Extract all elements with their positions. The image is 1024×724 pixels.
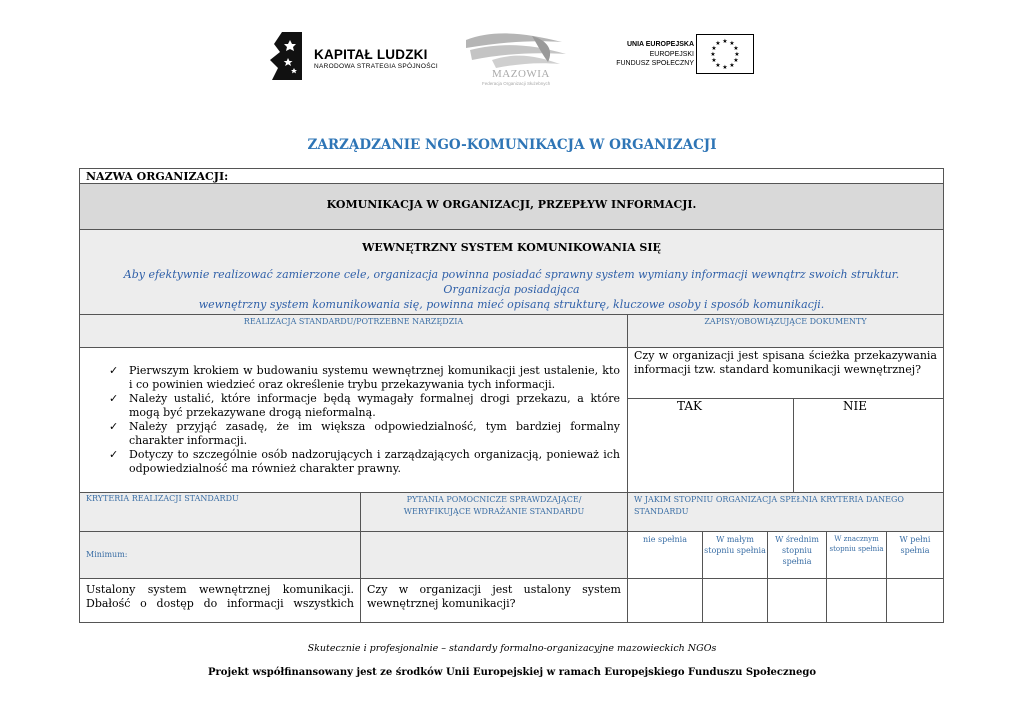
degree-header-cell bbox=[627, 492, 944, 532]
criterion-text: Ustalony system wewnętrznej komunikacji. Dbałość o dostęp do informacji wszystkich bbox=[86, 583, 354, 610]
bullet-list bbox=[80, 348, 627, 476]
level-cell bbox=[886, 531, 944, 579]
eu-logo bbox=[608, 34, 758, 76]
level-label: nie spełnia bbox=[642, 535, 688, 544]
doc-question: Czy w organizacji jest spisana ścieżka przekazywania informacji tzw. standard komunikacji wewnętrznej? bbox=[634, 349, 937, 376]
eu-text bbox=[608, 40, 694, 69]
bullet-text: Należy przyjąć zasadę, że im większa odpowiedzialność, tym bardziej formalny charakter informacji. bbox=[129, 420, 620, 447]
level-label: W znacznym stopniu spełnia bbox=[829, 535, 884, 553]
level-label: W małym stopniu spełnia bbox=[704, 535, 766, 555]
subsection-row bbox=[79, 229, 944, 315]
subsection-description-line-1: Aby efektywnie realizować zamierzone cele, organizacja powinna posiadać sprawny system wymiany informacji wewnątrz swoich struktur. Organizacja posiadająca bbox=[123, 268, 900, 296]
subsection-description bbox=[80, 267, 943, 312]
minimum-cell bbox=[79, 531, 361, 579]
docs-header: ZAPISY/OBOWIĄZUJĄCE DOKUMENTY bbox=[704, 317, 867, 326]
svg-text:★: ★ bbox=[729, 62, 735, 69]
eu-line-2: EUROPEJSKI bbox=[649, 50, 694, 58]
checkmark-icon: ✓ bbox=[109, 364, 119, 377]
standard-table bbox=[79, 168, 944, 623]
degree-header: W JAKIM STOPNIU ORGANIZACJA SPEŁNIA KRYTERIA DANEGO STANDARDU bbox=[634, 495, 904, 516]
no-label: NIE bbox=[843, 399, 867, 413]
criteria-header-cell bbox=[79, 492, 361, 532]
eu-line-1: UNIA EUROPEJSKA bbox=[626, 41, 694, 48]
criterion-cell bbox=[79, 578, 361, 623]
level-cell bbox=[826, 531, 887, 579]
yes-cell[interactable] bbox=[627, 398, 794, 493]
eu-line-3: FUNDUSZ SPOŁECZNY bbox=[616, 60, 694, 67]
question-cell bbox=[360, 578, 628, 623]
kapital-ludzki-title: KAPITAŁ LUDZKI bbox=[314, 47, 428, 62]
docs-header-cell bbox=[627, 314, 944, 348]
level-label: W pełni spełnia bbox=[899, 535, 931, 555]
no-cell[interactable] bbox=[793, 398, 944, 493]
questions-header-line-1: PYTANIA POMOCNICZE SPRAWDZAJĄCE/ bbox=[406, 495, 582, 504]
mazowia-logo bbox=[462, 30, 572, 86]
level-cell bbox=[767, 531, 827, 579]
bullet-item bbox=[107, 448, 620, 476]
eu-flag-icon bbox=[696, 34, 754, 74]
svg-text:★: ★ bbox=[733, 57, 739, 64]
checkmark-icon: ✓ bbox=[109, 448, 119, 461]
svg-text:★: ★ bbox=[715, 62, 721, 69]
svg-text:★: ★ bbox=[722, 64, 728, 71]
bullets-cell bbox=[79, 347, 628, 493]
questions-header-line-2: WERYFIKUJĄCE WDRAŻANIE STANDARDU bbox=[403, 507, 585, 516]
score-cell[interactable] bbox=[826, 578, 887, 623]
mazowia-emblem-icon bbox=[462, 30, 572, 70]
svg-text:★: ★ bbox=[715, 40, 721, 47]
bullet-text: Dotyczy to szczególnie osób nadzorujących i zarządzających organizacją, ponieważ ich odpowiedzialność ma również charakter prawny. bbox=[129, 448, 620, 475]
criteria-header: KRYTERIA REALIZACJI STANDARDU bbox=[86, 494, 239, 503]
bullet-item bbox=[107, 420, 620, 448]
minimum-label: Minimum: bbox=[86, 550, 128, 559]
svg-text:★: ★ bbox=[710, 51, 716, 58]
doc-question-cell bbox=[627, 347, 944, 399]
level-cell bbox=[702, 531, 768, 579]
checkmark-icon: ✓ bbox=[109, 420, 119, 433]
svg-text:★: ★ bbox=[733, 45, 739, 52]
org-name-label: NAZWA ORGANIZACJI: bbox=[86, 170, 229, 183]
bullet-text: Należy ustalić, które informacje będą wymagały formalnej drogi przekazu, a które mogą być przekazywane drogą nieformalną. bbox=[129, 392, 620, 419]
question-text: Czy w organizacji jest ustalony system wewnętrznej komunikacji? bbox=[367, 583, 621, 610]
footer-project: Projekt współfinansowany jest ze środków Unii Europejskiej w ramach Europejskiego Funduszu Społecznego bbox=[208, 667, 816, 678]
minimum-questions-cell bbox=[360, 531, 628, 579]
document-title: ZARZĄDZANIE NGO-KOMUNIKACJA W ORGANIZACJI bbox=[307, 137, 717, 153]
tools-header: REALIZACJA STANDARDU/POTRZEBNE NARZĘDZIA bbox=[243, 317, 464, 326]
score-cell[interactable] bbox=[886, 578, 944, 623]
score-cell[interactable] bbox=[702, 578, 768, 623]
svg-text:★: ★ bbox=[734, 51, 740, 58]
footer-tagline: Skutecznie i profesjonalnie – standardy formalno-organizacyjne mazowieckich NGOs bbox=[307, 643, 717, 654]
mazowia-subtitle: Federacja Organizacji Służebnych bbox=[482, 81, 551, 86]
questions-header bbox=[361, 493, 627, 518]
org-name-row bbox=[79, 168, 944, 184]
bullet-item bbox=[107, 364, 620, 392]
kapital-ludzki-emblem-icon bbox=[268, 30, 312, 82]
svg-text:★: ★ bbox=[729, 40, 735, 47]
logos-header bbox=[0, 28, 1024, 84]
bullet-text: Pierwszym krokiem w budowaniu systemu wewnętrznej komunikacji jest ustalenie, kto i co powinien wiedzieć oraz określenie trybu przekazywania tych informacji. bbox=[129, 364, 620, 391]
score-cell[interactable] bbox=[767, 578, 827, 623]
kapital-ludzki-logo bbox=[268, 30, 438, 82]
section-heading: KOMUNIKACJA W ORGANIZACJI, PRZEPŁYW INFORMACJI. bbox=[326, 198, 697, 211]
yes-label: TAK bbox=[677, 399, 702, 413]
level-label: W średnim stopniu spełnia bbox=[775, 535, 819, 566]
bullet-item bbox=[107, 392, 620, 420]
subsection-heading: WEWNĘTRZNY SYSTEM KOMUNIKOWANIA SIĘ bbox=[362, 241, 661, 254]
svg-text:★: ★ bbox=[711, 45, 717, 52]
tools-header-cell bbox=[79, 314, 628, 348]
svg-text:★: ★ bbox=[711, 57, 717, 64]
questions-header-cell bbox=[360, 492, 628, 532]
subsection-description-line-2: wewnętrzny system komunikowania się, powinna mieć opisaną strukturę, kluczowe osoby i sposób komunikacji. bbox=[198, 298, 825, 311]
section-row bbox=[79, 183, 944, 230]
kapital-ludzki-subtitle: NARODOWA STRATEGIA SPÓJNOŚCI bbox=[314, 63, 438, 70]
checkmark-icon: ✓ bbox=[109, 392, 119, 405]
score-cell[interactable] bbox=[627, 578, 703, 623]
level-cell bbox=[627, 531, 703, 579]
svg-text:★: ★ bbox=[722, 38, 728, 45]
mazowia-wordmark: MAZOWIA bbox=[492, 68, 550, 80]
